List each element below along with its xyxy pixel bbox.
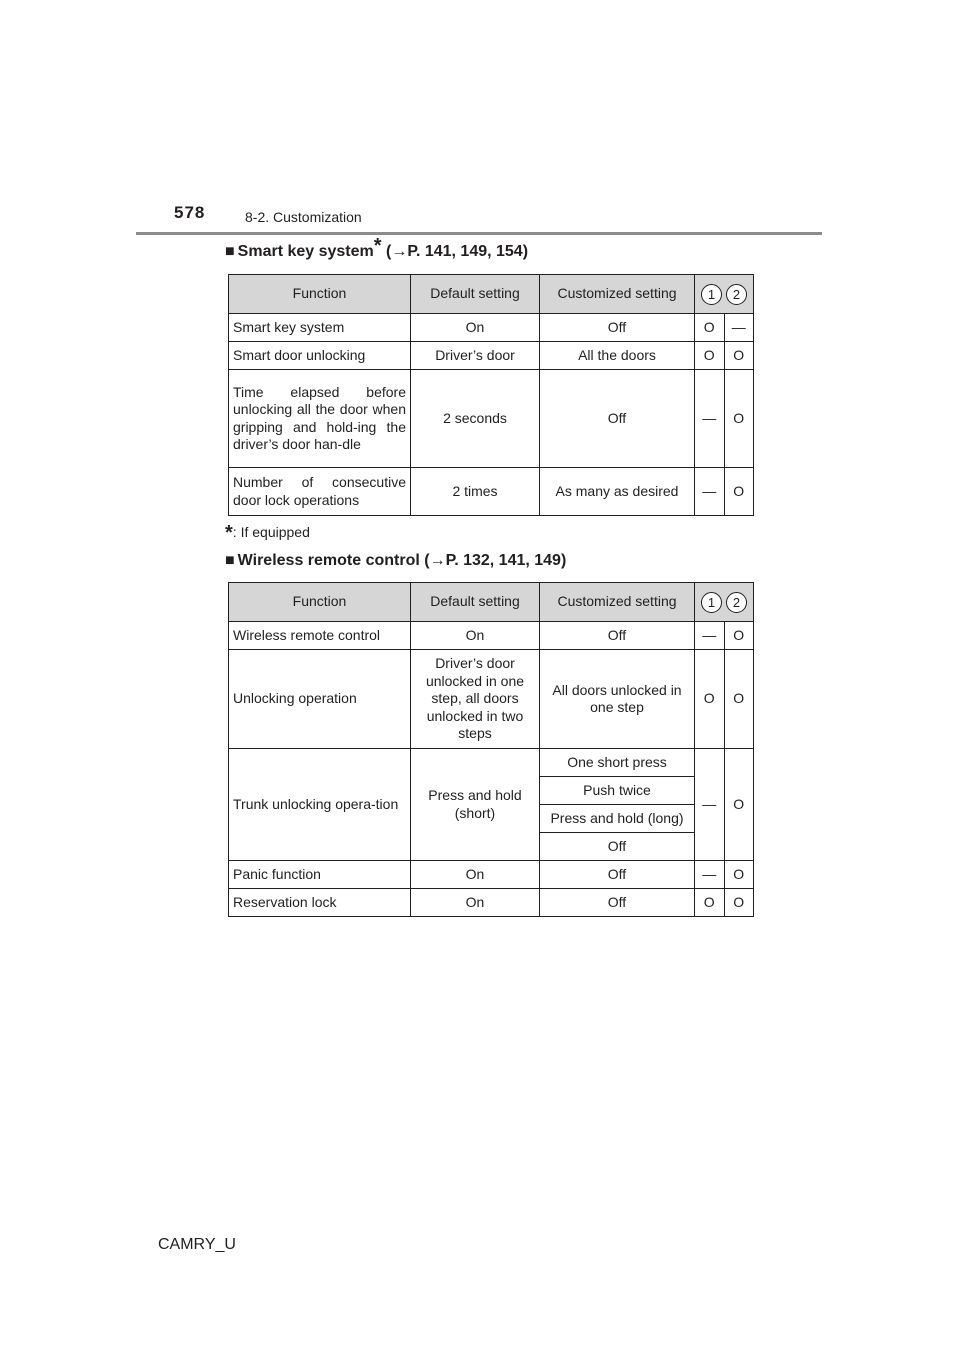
col-customized: Customized setting — [540, 275, 695, 314]
cell-default: 2 seconds — [411, 370, 540, 468]
table-header-row — [229, 583, 754, 622]
footnote-text: : If equipped — [232, 524, 310, 540]
cell-method-1: — — [695, 370, 725, 468]
equipped-asterisk: * — [373, 235, 382, 257]
smart-key-heading — [225, 235, 529, 261]
cell-method-1: — — [695, 861, 725, 889]
section-label: 8-2. Customization — [245, 209, 362, 225]
cell-method-1: O — [695, 314, 725, 342]
cell-function: Panic function — [229, 861, 411, 889]
cell-method-1: O — [695, 889, 725, 917]
cell-default: On — [411, 314, 540, 342]
cell-custom: Off — [540, 622, 695, 650]
footnote — [225, 522, 310, 545]
cell-method-1: O — [695, 342, 725, 370]
col-default: Default setting — [411, 275, 540, 314]
cell-function: Smart door unlocking — [229, 342, 411, 370]
col-default: Default setting — [411, 583, 540, 622]
heading-title: Smart key system — [237, 243, 374, 260]
cell-function: Reservation lock — [229, 889, 411, 917]
table-row — [229, 889, 754, 917]
col-methods — [695, 275, 754, 314]
wireless-remote-heading — [225, 552, 566, 570]
cell-custom: As many as desired — [540, 468, 695, 516]
cell-custom: Off — [540, 314, 695, 342]
cell-default: Driver’s door — [411, 342, 540, 370]
cell-custom: Off — [540, 889, 695, 917]
table-row — [229, 749, 754, 777]
cell-default: On — [411, 861, 540, 889]
cell-method-2: O — [724, 468, 754, 516]
method-2-icon: 2 — [726, 592, 747, 613]
col-customized: Customized setting — [540, 583, 695, 622]
cell-custom-option: Press and hold (long) — [540, 805, 695, 833]
cell-method-1: O — [695, 650, 725, 749]
bullet-square: ■ — [225, 552, 235, 569]
cell-custom: All the doors — [540, 342, 695, 370]
cell-custom: Off — [540, 370, 695, 468]
col-function: Function — [229, 275, 411, 314]
bullet-square: ■ — [225, 243, 235, 260]
cell-default: On — [411, 889, 540, 917]
cell-method-2: O — [724, 650, 754, 749]
table-row — [229, 370, 754, 468]
header-divider — [136, 232, 822, 235]
cell-custom-option: Push twice — [540, 777, 695, 805]
cell-function: Wireless remote control — [229, 622, 411, 650]
cell-method-2: — — [724, 314, 754, 342]
table-row — [229, 622, 754, 650]
cell-method-2: O — [724, 342, 754, 370]
cell-method-2: O — [724, 861, 754, 889]
table-row — [229, 342, 754, 370]
cell-function: Trunk unlocking opera-tion — [229, 749, 411, 861]
cell-function: Unlocking operation — [229, 650, 411, 749]
table-header-row — [229, 275, 754, 314]
cell-method-2: O — [724, 749, 754, 861]
table-row — [229, 650, 754, 749]
cell-function: Smart key system — [229, 314, 411, 342]
cell-method-1: — — [695, 468, 725, 516]
cell-default: On — [411, 622, 540, 650]
cell-function: Time elapsed before unlocking all the door when gripping and hold-ing the driver’s door han-dle — [229, 370, 411, 468]
col-function: Function — [229, 583, 411, 622]
table-row — [229, 314, 754, 342]
col-methods — [695, 583, 754, 622]
wireless-remote-table — [228, 582, 754, 917]
footnote-asterisk: * — [225, 522, 233, 544]
heading-page-ref[interactable]: (→P. 132, 141, 149) — [419, 552, 567, 569]
cell-custom-option: Off — [540, 833, 695, 861]
cell-method-2: O — [724, 889, 754, 917]
cell-method-2: O — [724, 622, 754, 650]
method-2-icon: 2 — [726, 284, 747, 305]
cell-custom: Off — [540, 861, 695, 889]
table-row — [229, 861, 754, 889]
cell-default: Driver’s door unlocked in one step, all doors unlocked in two steps — [411, 650, 540, 749]
cell-custom-option: One short press — [540, 749, 695, 777]
cell-method-1: — — [695, 622, 725, 650]
cell-default: 2 times — [411, 468, 540, 516]
cell-method-1: — — [695, 749, 725, 861]
heading-title: Wireless remote control — [237, 552, 420, 569]
cell-method-2: O — [724, 370, 754, 468]
method-1-icon: 1 — [701, 592, 722, 613]
cell-custom: All doors unlocked in one step — [540, 650, 695, 749]
cell-default: Press and hold (short) — [411, 749, 540, 861]
smart-key-table — [228, 274, 754, 516]
table-row — [229, 468, 754, 516]
page-number: 578 — [174, 203, 206, 222]
cell-function: Number of consecutive door lock operations — [229, 468, 411, 516]
heading-page-ref[interactable]: (→P. 141, 149, 154) — [381, 243, 529, 260]
method-1-icon: 1 — [701, 284, 722, 305]
document-code: CAMRY_U — [158, 1236, 236, 1253]
